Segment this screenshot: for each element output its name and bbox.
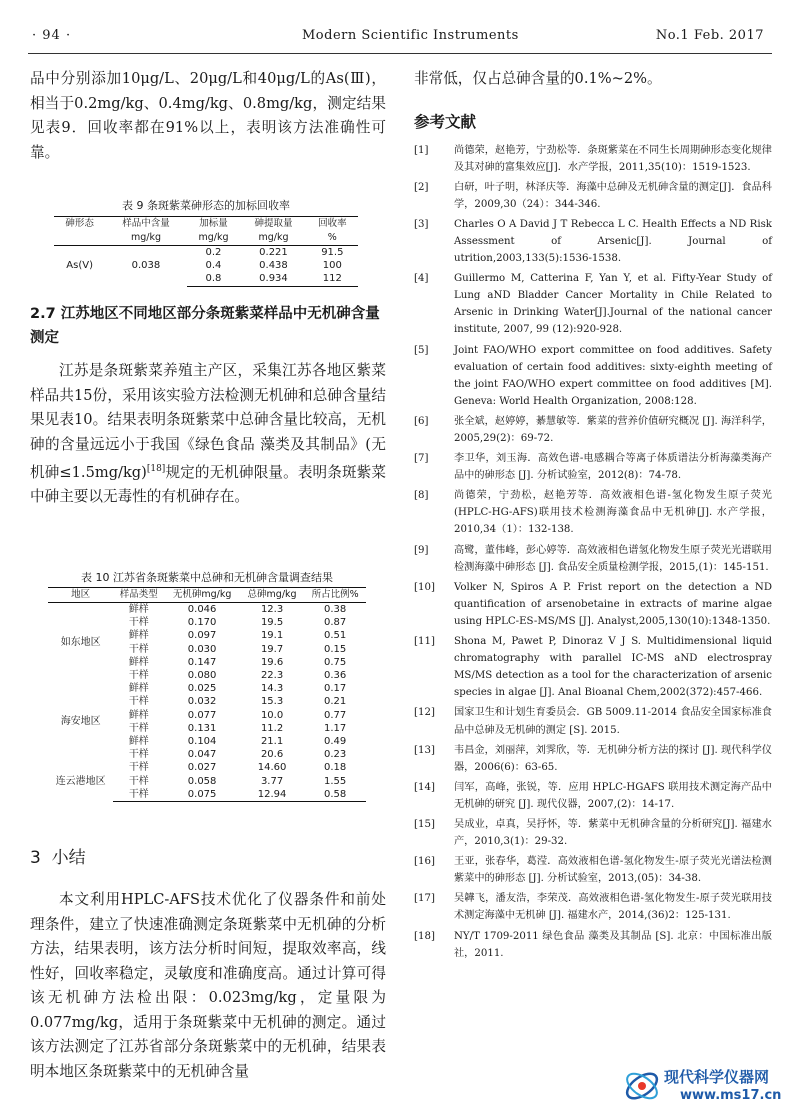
t10-cell: 干样 (128, 617, 149, 629)
reference-item (414, 270, 772, 338)
t10-cell: 19.7 (260, 643, 284, 655)
reference-number: [4] (414, 273, 429, 285)
section-2-7 (30, 302, 386, 510)
reference-text: 韦昌金，刘丽萍，刘霁欣，等．无机砷分析方法的探讨 [J]. 现代科学仪器，2006(6)：63-65. (454, 744, 772, 773)
section-3-paragraph: 本文利用HPLC-AFS技术优化了仪器条件和前处理条件，建立了快速准确测定条斑紫菜中无机砷的分析方法，结果表明，该方法分析时间短，提取效率高，线性好，回收率稳定，灵敏度和准确度高。通过计算可得该无机砷方法检出限：0.023mg/kg，定量限为0.077mg/kg，适用于条斑紫菜中无机砷的测定。通过该方法测定了江苏省部分条斑紫菜中的无机砷，结果表明本地区条斑紫菜中的无机砷含量 (30, 891, 386, 1080)
t10-cell: 鲜样 (128, 736, 149, 748)
reference-item (414, 633, 772, 701)
t10-cell: 干样 (128, 670, 149, 682)
t9-header-species: 砷形态 (54, 217, 105, 232)
t10-cell: 20.6 (260, 749, 284, 761)
t10-cell: 0.23 (323, 749, 347, 761)
t9-header-recovery: 回收率 (307, 217, 358, 232)
t10-cell: 0.030 (187, 643, 217, 655)
reference-text: 闫军，高峰，张锐，等．应用 HPLC-HGAFS 联用技术测定海产品中无机砷的研究 [J]. 现代仪器，2007,(2)：14-17. (454, 781, 772, 810)
reference-number: [11] (414, 636, 435, 648)
t10-cell: 22.3 (260, 670, 284, 682)
reference-number: [13] (414, 744, 435, 756)
t9-cell: 0.8 (187, 272, 241, 286)
t10-cell: 0.170 (187, 617, 217, 629)
t10-cell: 0.032 (187, 696, 217, 708)
reference-number: [16] (414, 856, 435, 868)
table-row (54, 246, 358, 260)
section-3-title (30, 843, 386, 868)
running-header (0, 28, 800, 48)
t10-cell: 0.131 (187, 722, 217, 734)
reference-text: NY/T 1709-2011 绿色食品 藻类及其制品 [S]. 北京：中国标准出版社，2011. (454, 930, 772, 959)
t10-region-cell: 如东地区 (60, 637, 101, 648)
t10-cell: 0.097 (187, 630, 217, 642)
reference-text: 吴成业，卓真，吴抒怀，等．紫菜中无机砷含量的分析研究[J]. 福建水产，2010,3(1)：29-32. (454, 818, 772, 848)
references-title: 参考文献 (414, 112, 477, 131)
t10-cell: 0.147 (187, 656, 217, 668)
reference-number: [1] (414, 144, 429, 156)
reference-text: 白研，叶子明，林泽庆等．海藻中总砷及无机砷含量的测定[J]．食品科学，2009,30（24）：344-346. (454, 181, 772, 210)
reference-item (414, 413, 772, 447)
t10-cell: 0.21 (323, 696, 347, 708)
t10-cell: 12.3 (260, 604, 284, 615)
t10-cell: 干样 (128, 696, 149, 708)
reference-number: [15] (414, 818, 435, 830)
reference-text: 李卫华，刘玉海．高效色谱-电感耦合等离子体质谱法分析海藻类海产品中的砷形态 [J]. 分析试验室，2012(8)：74-78. (454, 453, 772, 482)
t10-cell: 鲜样 (128, 683, 149, 695)
t10-cell: 0.36 (323, 670, 347, 682)
section-2-7-title: 2.7 江苏地区不同地区部分条斑紫菜样品中无机砷含量测定 (30, 306, 380, 346)
t10-cell: 0.027 (187, 762, 217, 774)
reference-item (414, 704, 772, 738)
continued-paragraph: 非常低，仅占总砷含量的0.1%~2%。 (414, 70, 662, 87)
reference-number: [6] (414, 415, 429, 427)
t10-cell: 0.51 (323, 630, 347, 642)
t10-cell: 鲜样 (128, 604, 149, 615)
t10-cell: 0.058 (187, 775, 217, 787)
t10-cell: 0.58 (304, 788, 366, 802)
table-10 (48, 569, 366, 802)
citation-18: [18] (146, 464, 166, 474)
t10-header-inorganic: 无机砷mg/kg (164, 588, 240, 603)
t10-cell: 1.17 (323, 722, 347, 734)
reference-text: Charles O A David J T Rebecca L C. Health Effects a ND Risk Assessment of Arsenic[J]. Journal of utrition,2003,133(5):1536-1538. (454, 218, 772, 265)
t9-cell: 100 (322, 260, 342, 272)
reference-number: [12] (414, 707, 435, 719)
t10-cell: 14.60 (257, 762, 287, 774)
t10-cell: 0.046 (187, 604, 217, 615)
logo-mark-icon (622, 1064, 662, 1108)
t10-header-region: 地区 (48, 588, 113, 603)
t10-cell: 鲜样 (128, 709, 149, 721)
reference-text: 张全斌，赵婷婷，綦慧敏等．紫菜的营养价值研究概况 [J]. 海洋科学，2005,29(2)：69-72. (454, 415, 772, 444)
t10-cell: 干样 (113, 788, 164, 802)
t9-cell: 91.5 (321, 247, 344, 258)
reference-item (414, 216, 772, 267)
t9-header-extract: 砷提取量 (240, 217, 306, 232)
reference-number: [8] (414, 490, 429, 502)
t10-region-cell: 海安地区 (60, 716, 101, 728)
reference-item (414, 450, 772, 484)
t10-cell: 0.104 (187, 736, 217, 748)
references-list (414, 142, 772, 962)
section-3-heading: 小结 (51, 848, 86, 868)
reference-number: [9] (414, 544, 429, 556)
section-3-number: 3 (30, 848, 41, 868)
t10-cell: 0.49 (323, 736, 347, 748)
t9-unit-species (54, 231, 105, 246)
t10-cell: 0.38 (323, 604, 347, 615)
header-rule (28, 53, 772, 54)
t10-cell: 0.77 (323, 709, 347, 721)
table-row (48, 603, 366, 617)
site-watermark-logo (620, 1064, 800, 1110)
reference-item (414, 890, 772, 924)
t10-cell: 15.3 (260, 696, 284, 708)
reference-item (414, 779, 772, 813)
t10-cell: 19.6 (260, 656, 284, 668)
t10-cell: 1.55 (323, 775, 347, 787)
intro-paragraph: 品中分别添加10μg/L、20μg/L和40μg/L的As(Ⅲ)，相当于0.2mg/kg、0.4mg/kg、0.8mg/kg，测定结果见表9．回收率都在91%以上，表明该方法准确性可靠。 (30, 70, 386, 161)
t10-header-ratio: 所占比例% (304, 588, 366, 603)
logo-name: 现代科学仪器网 (664, 1068, 770, 1086)
table-9 (54, 197, 358, 287)
t10-cell: 0.075 (164, 788, 240, 802)
t10-cell: 3.77 (260, 775, 284, 787)
t10-cell: 鲜样 (128, 656, 149, 668)
t10-cell: 0.080 (187, 670, 217, 682)
left-column (30, 67, 386, 165)
reference-text: Shona M, Pawet P, Dinoraz V J S. Multidimensional liquid chromatography with parallel IC-MS aND electrospray MS/MS detection as a tool for the characterization of arsenic species in algae [J]. Anal Bioanal Chem,2002(372):457-466. (454, 636, 772, 699)
t10-cell: 0.17 (323, 683, 347, 695)
t10-cell: 21.1 (260, 736, 284, 748)
reference-item (414, 579, 772, 630)
t10-cell: 19.1 (260, 630, 284, 642)
t10-region-cell: 连云港地区 (55, 775, 106, 787)
reference-number: [5] (414, 344, 429, 356)
t10-cell: 0.18 (323, 762, 347, 774)
logo-url: www.ms17.cn (680, 1088, 782, 1103)
reference-number: [17] (414, 893, 435, 905)
t10-cell: 0.15 (323, 643, 347, 655)
t9-cell: 0.438 (259, 260, 288, 272)
t9-unit-extract: mg/kg (240, 231, 306, 246)
t9-cell: 0.4 (205, 260, 222, 272)
issue-info: No.1 Feb. 2017 (655, 28, 764, 43)
reference-item (414, 742, 772, 776)
reference-number: [7] (414, 453, 429, 465)
reference-text: Guillermo M, Catterina F, Yan Y, et al. Fifty-Year Study of Lung aND Bladder Cancer Mortality in Chile Related to Arsenic in Drinking Water[J].Journal of the national cancer institute, 2007, 99 (12):920-928. (454, 273, 772, 336)
reference-text: 吴韡飞，潘友浩，李荣茂．高效液相色谱-氢化物发生-原子荧光联用技术测定海藻中无机砷 [J]. 福建水产，2014,(36)2：125-131. (454, 893, 772, 922)
table-10-grid (48, 587, 366, 802)
table-row (48, 761, 366, 774)
t10-cell: 0.047 (187, 749, 217, 761)
t9-cell: 0.934 (240, 272, 306, 286)
t10-header-type: 样品类型 (113, 588, 164, 603)
t10-cell: 0.077 (187, 709, 217, 721)
reference-item (414, 179, 772, 213)
reference-number: [10] (414, 581, 435, 593)
table-10-caption: 表 10 江苏省条斑紫菜中总砷和无机砷含量调查结果 (81, 571, 333, 584)
t9-content-cell: 0.038 (131, 260, 161, 272)
t10-cell: 干样 (128, 722, 149, 734)
reference-number: [3] (414, 218, 429, 230)
table-9-caption: 表 9 条斑紫菜砷形态的加标回收率 (122, 199, 290, 212)
reference-text: Volker N, Spiros A P. Frist report on the detection a ND quantification of arsenobetaine in extracts of marine algae using HPLC-ES-MS/MS [J]. Analyst,2005,130(10):1348-1350. (454, 581, 772, 627)
t10-cell: 11.2 (260, 722, 284, 734)
t10-cell: 干样 (128, 775, 149, 787)
t10-cell: 14.3 (260, 683, 284, 695)
reference-number: [14] (414, 781, 435, 793)
t9-species-cell: As(V) (66, 260, 93, 272)
reference-item (414, 342, 772, 410)
reference-item (414, 542, 772, 576)
table-9-grid (54, 216, 358, 287)
t10-header-total: 总砷mg/kg (240, 588, 304, 603)
t9-cell: 112 (307, 272, 358, 286)
t9-header-content: 样品中含量 (105, 217, 186, 232)
table-row (48, 682, 366, 695)
reference-text: 王亚，张春华，葛滢．高效液相色谱-氢化物发生-原子荧光光谱法检测紫菜中的砷形态 [J]. 分析试验室，2013,(05)：34-38. (454, 856, 772, 885)
t10-cell: 0.025 (187, 683, 217, 695)
reference-item (414, 142, 772, 176)
t9-cell: 0.221 (259, 247, 288, 258)
t9-unit-content: mg/kg (105, 231, 186, 246)
table-10-body (48, 603, 366, 802)
t10-cell: 干样 (128, 762, 149, 774)
reference-text: Joint FAO/WHO export committee on food additives. Safety evaluation of certain food additives: sixty-eighth meeting of the joint FAO/WHO expert committee on food additives [M]. Geneva: World Health Organization, 2008:128. (454, 344, 772, 407)
journal-name: Modern Scientific Instruments (302, 28, 519, 43)
t10-cell: 0.87 (323, 617, 347, 629)
t10-cell: 干样 (128, 643, 149, 655)
t9-unit-recovery: % (307, 231, 358, 246)
page-number: · 94 · (32, 28, 72, 43)
reference-item (414, 487, 772, 538)
t9-unit-spike: mg/kg (187, 231, 241, 246)
t9-header-spike: 加标量 (187, 217, 241, 232)
t10-cell: 19.5 (260, 617, 284, 629)
reference-text: 尚德荣，宁劲松，赵艳芳等．高效液相色谱-氢化物发生原子荧光(HPLC-HG-AFS)联用技术检测海藻食品中无机砷[J]. 水产学报，2010,34（1）：132-138. (454, 490, 772, 536)
section-2-7-paragraph: 江苏是条斑紫菜养殖主产区，采集江苏各地区紫菜样品共15份，采用该实验方法检测无机砷和总砷含量结果见表10。结果表明条斑紫菜中总砷含量比较高，无机砷的含量远远小于我国《绿色食品 藻类及其制品》(无机砷≤1.5mg/kg)[18]规定的无机砷限量。表明条斑紫菜中砷主要以无毒性的有机砷存在。 (30, 362, 386, 506)
reference-item (414, 853, 772, 887)
reference-text: 国家卫生和计划生育委员会．GB 5009.11-2014 食品安全国家标准食品中总砷及无机砷的测定 [S]. 2015. (454, 707, 772, 736)
t9-cell: 0.2 (205, 247, 222, 258)
t10-cell: 0.75 (323, 656, 347, 668)
reference-number: [2] (414, 181, 429, 193)
right-column (414, 67, 772, 965)
t10-cell: 鲜样 (128, 630, 149, 642)
section-3 (30, 843, 386, 1084)
t10-cell: 10.0 (260, 709, 284, 721)
reference-item (414, 928, 772, 962)
reference-text: 尚德荣，赵艳芳，宁劲松等．条斑紫菜在不同生长周期砷形态变化规律及其对砷的富集效应[J]．水产学报，2011,35(10)：1519-1523. (454, 144, 772, 173)
reference-number: [18] (414, 930, 435, 942)
t10-cell: 12.94 (240, 788, 304, 802)
t10-cell: 干样 (128, 749, 149, 761)
reference-text: 高鹭，董伟峰，彭心婷等．高效液相色谱氢化物发生原子荧光光谱联用检测海藻中砷形态 [J]. 食品安全质量检测学报，2015,(1)：145-151. (454, 544, 772, 573)
reference-item (414, 816, 772, 850)
